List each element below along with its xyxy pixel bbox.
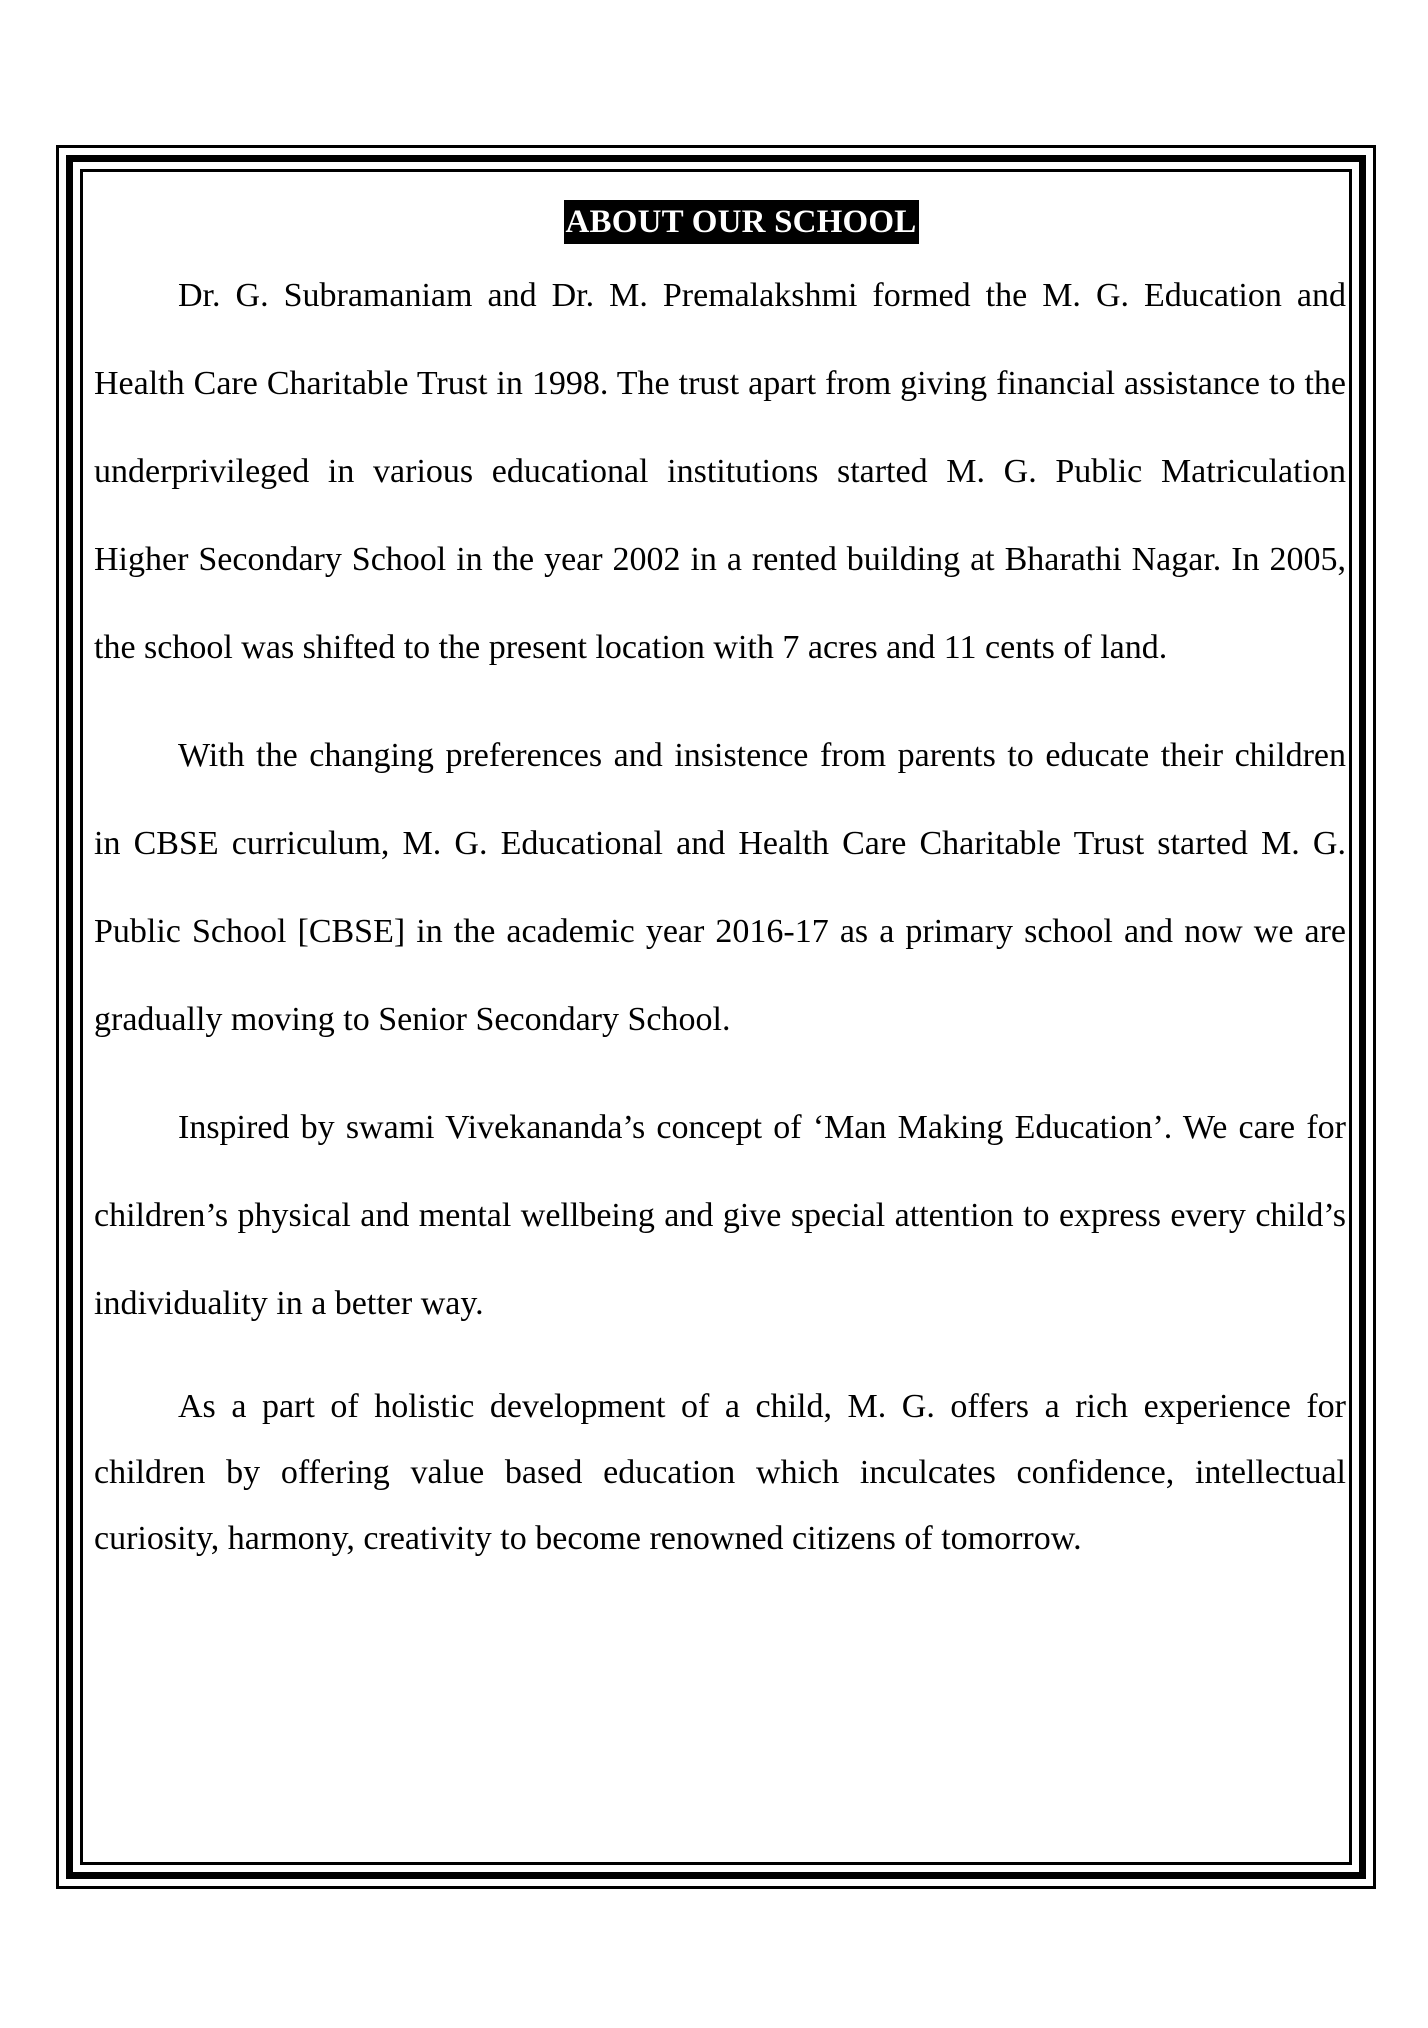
heading-container: [136, 200, 1346, 252]
page-title: ABOUT OUR SCHOOL: [564, 200, 919, 244]
paragraph-holistic: As a part of holistic development of a child, M. G. offers a rich experience for children by offering value based education which inculcates confidence, intellectual curiosity, harmony, creativity to become renowned citizens of tomorrow.: [94, 1388, 1346, 1557]
paragraph-inspiration: Inspired by swami Vivekananda’s concept of ‘Man Making Education’. We care for children’s physical and mental wellbeing and give special attention to express every child’s individuality in a better way.: [94, 1109, 1346, 1322]
paragraph-cbse: With the changing preferences and insistence from parents to educate their children in CBSE curriculum, M. G. Educational and Health Care Charitable Trust started M. G. Public School [CBSE] in the academic year 2016-17 as a primary school and now we are gradually moving to Senior Secondary School.: [94, 737, 1346, 1038]
document-body: [94, 200, 1346, 1572]
paragraph-history: Dr. G. Subramaniam and Dr. M. Premalakshmi formed the M. G. Education and Health Care Charitable Trust in 1998. The trust apart from giving financial assistance to the underprivileged in various educational institutions started M. G. Public Matriculation Higher Secondary School in the year 2002 in a rented building at Bharathi Nagar. In 2005, the school was shifted to the present location with 7 acres and 11 cents of land.: [94, 277, 1346, 666]
